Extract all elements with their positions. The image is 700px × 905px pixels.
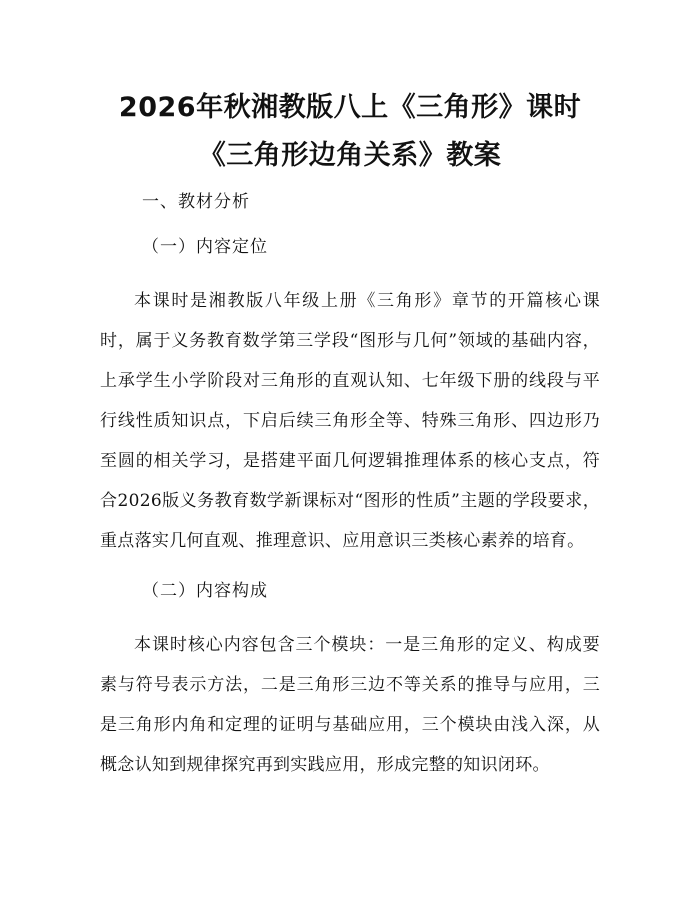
paragraph-content-positioning: 本课时是湘教版八年级上册《三角形》章节的开篇核心课时，属于义务教育数学第三学段“图形与几何”领域的基础内容，上承学生小学阶段对三角形的直观认知、七年级下册的线段与平行线性质知识点，下启后续三角形全等、特殊三角形、四边形乃至圆的相关学习，是搭建平面几何逻辑推理体系的核心支点，符合2026版义务教育数学新课标对“图形的性质”主题的学段要求，重点落实几何直观、推理意识、应用意识三类核心素养的培育。 xyxy=(100,291,600,551)
section-heading-textbook-analysis: 一、教材分析 xyxy=(142,192,250,212)
document-title: 2026年秋湘教版八上《三角形》课时《三角形边角关系》教案 xyxy=(118,92,582,171)
paragraph-content-composition: 本课时核心内容包含三个模块：一是三角形的定义、构成要素与符号表示方法，二是三角形三边不等关系的推导与应用，三是三角形内角和定理的证明与基础应用，三个模块由浅入深，从概念认知到规律探究再到实践应用，形成完整的知识闭环。 xyxy=(100,635,600,775)
subsection-heading-content-positioning: （一）内容定位 xyxy=(142,237,268,257)
subsection-heading-content-composition: （二）内容构成 xyxy=(142,581,268,601)
